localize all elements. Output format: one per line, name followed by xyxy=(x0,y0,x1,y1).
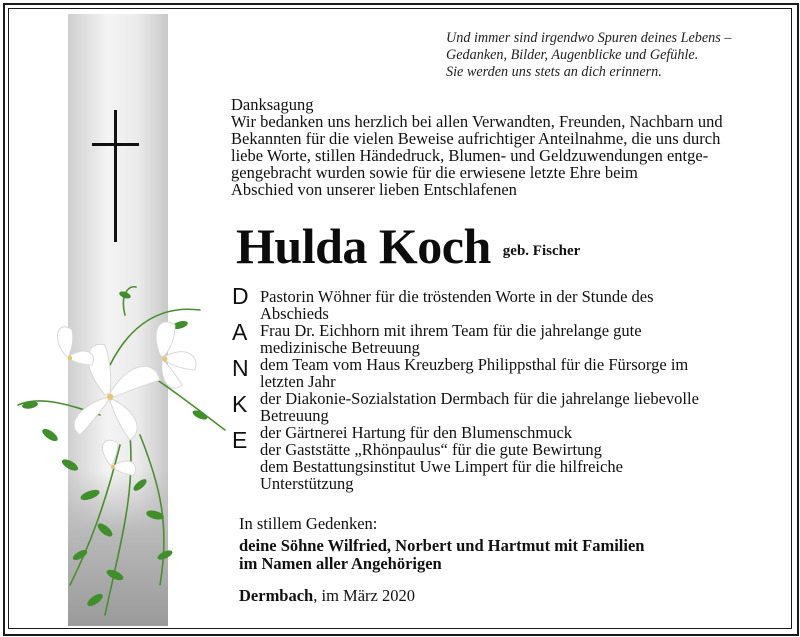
family-line: im Namen aller Angehörigen xyxy=(239,554,442,573)
danke-line: Unterstützung xyxy=(260,474,354,493)
danke-acrostic xyxy=(232,284,256,464)
closing-block xyxy=(239,515,759,573)
quote-line: Sie werden uns stets an dich erinnern. xyxy=(446,64,662,80)
danke-line: dem Team vom Haus Kreuzberg Philippsthal für die Fürsorge im xyxy=(260,355,689,374)
danke-letter: N xyxy=(232,355,249,381)
thanks-line: Wir bedanken uns herzlich bei allen Verwandten, Freunden, Nachbarn und xyxy=(231,112,723,131)
place-date-text: , im März 2020 xyxy=(313,586,415,605)
place-town: Dermbach xyxy=(239,586,314,605)
danke-line: der Gaststätte „Rhönpaulus“ für die gute Bewirtung xyxy=(260,440,602,459)
lily-bouquet-image xyxy=(10,285,230,625)
thanks-line: Bekannten für die vielen Beweise aufrichtiger Anteilnahme, die uns durch xyxy=(231,129,721,148)
thanks-line: liebe Worte, stillen Händedruck, Blumen- und Geldzuwendungen entge- xyxy=(231,146,709,165)
danke-letter: E xyxy=(232,427,248,453)
danke-line: medizinische Betreuung xyxy=(260,338,420,357)
danke-line: Betreuung xyxy=(260,406,329,425)
danke-line: der Gärtnerei Hartung für den Blumenschmuck xyxy=(260,423,573,442)
cross-icon xyxy=(88,110,148,242)
closing-intro: In stillem Gedenken: xyxy=(239,514,378,533)
danke-letter: A xyxy=(232,319,248,345)
danke-line: Frau Dr. Eichhorn mit ihrem Team für die jahrelange gute xyxy=(260,321,642,340)
place-date xyxy=(239,586,415,606)
danke-letter: K xyxy=(232,391,248,417)
deceased-name-row xyxy=(236,218,580,274)
danke-line: letzten Jahr xyxy=(260,372,336,391)
danke-list xyxy=(260,288,760,492)
thanks-paragraph xyxy=(231,96,761,198)
danke-line: Abschieds xyxy=(260,304,329,323)
danke-letter: D xyxy=(232,283,249,309)
danke-line: dem Bestattungsinstitut Uwe Limpert für die hilfreiche xyxy=(260,457,623,476)
thanks-line: Abschied von unserer lieben Entschlafenen xyxy=(231,180,517,199)
thanks-line: gengebracht wurden sowie für die erwiesene letzte Ehre beim xyxy=(231,163,638,182)
family-line: deine Söhne Wilfried, Norbert und Hartmut mit Familien xyxy=(239,536,645,555)
quote-line: Und immer sind irgendwo Spuren deines Lebens – xyxy=(446,30,732,46)
thanks-title: Danksagung xyxy=(231,95,314,114)
birth-name: geb. Fischer xyxy=(502,243,581,259)
danke-line: Pastorin Wöhner für die tröstenden Worte in der Stunde des xyxy=(260,287,654,306)
memorial-quote xyxy=(446,30,776,81)
deceased-name: Hulda Koch xyxy=(236,218,491,274)
danke-line: der Diakonie-Sozialstation Dermbach für die jahrelange liebevolle xyxy=(260,389,699,408)
quote-line: Gedanken, Bilder, Augenblicke und Gefühle. xyxy=(446,47,699,63)
